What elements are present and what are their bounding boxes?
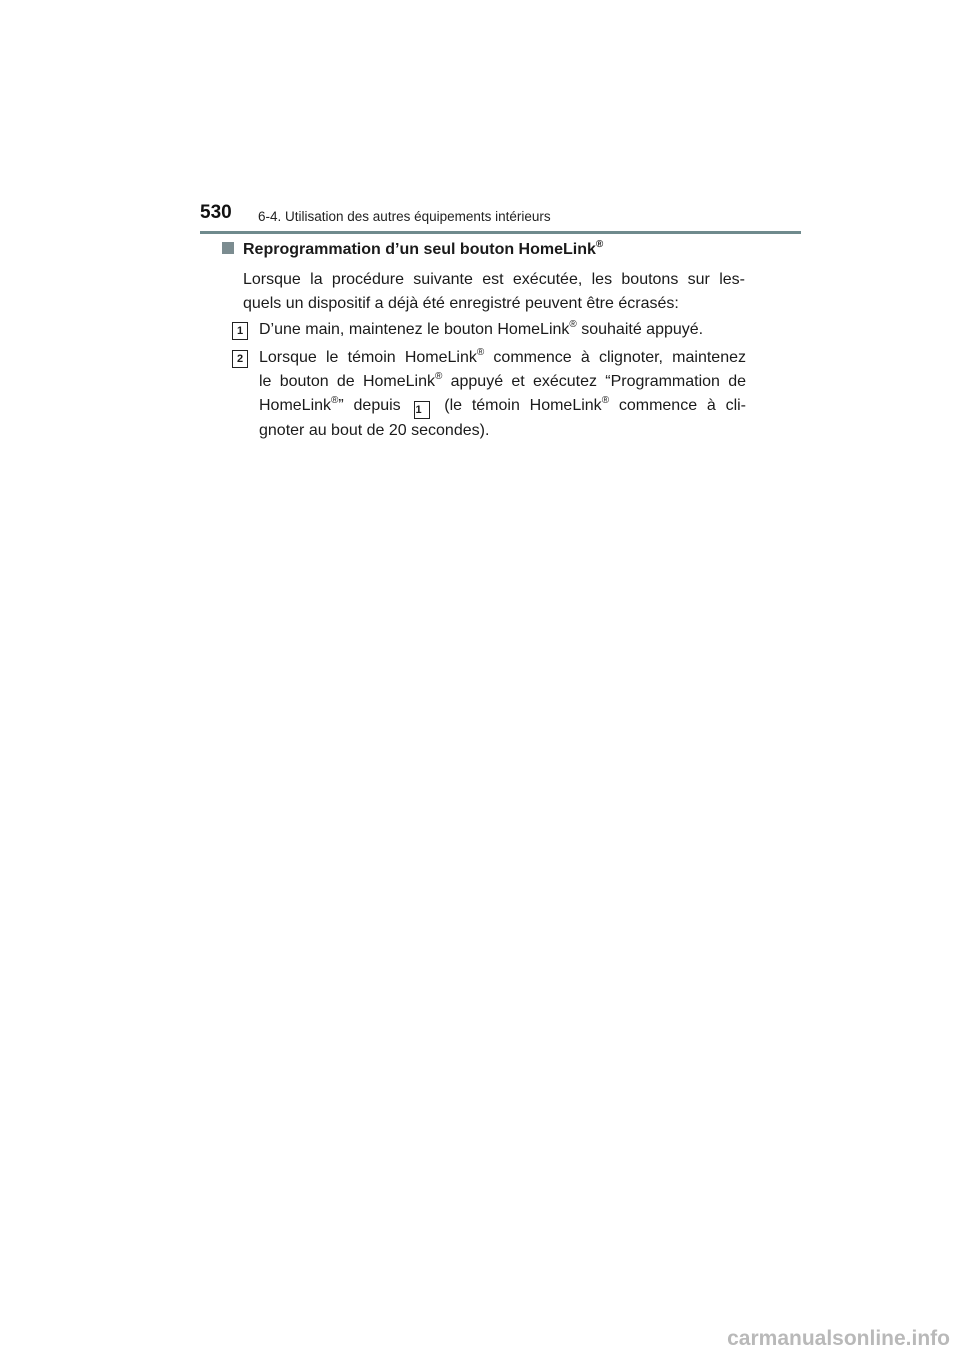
registered-mark: ® — [601, 395, 610, 406]
step-text — [259, 346, 746, 443]
step-number-badge: 1 — [232, 322, 248, 340]
step-1-text-a: D’une main, maintenez le bouton HomeLink — [259, 321, 570, 338]
watermark: carmanualsonline.info — [727, 1327, 950, 1350]
subsection-heading — [222, 241, 603, 259]
step-2-text-c: le bouton de HomeLink — [259, 373, 435, 390]
step-2-text-g: (le témoin HomeLink — [444, 397, 602, 414]
registered-mark: ® — [331, 395, 339, 406]
step-1 — [232, 318, 746, 342]
step-2 — [232, 346, 746, 443]
step-number-badge: 2 — [232, 350, 248, 368]
step-2-line-4: gnoter au bout de 20 secondes). — [259, 422, 490, 439]
step-2-text-f: ” depuis — [338, 397, 401, 414]
square-bullet-icon — [222, 242, 234, 254]
intro-paragraph — [243, 268, 745, 316]
step-reference-badge: 1 — [414, 401, 430, 419]
step-2-line-3 — [259, 394, 746, 419]
step-text — [259, 318, 746, 342]
heading-text: Reprogrammation d’un seul bouton HomeLink — [243, 241, 596, 258]
registered-mark: ® — [595, 239, 604, 250]
registered-mark: ® — [434, 371, 443, 382]
step-2-text-h: commence à cli- — [609, 397, 747, 414]
header-rule — [200, 231, 801, 234]
section-title: 6-4. Utilisation des autres équipements intérieurs — [258, 209, 551, 224]
step-2-text-d: appuyé et exécutez “Programmation de — [442, 373, 746, 390]
step-2-text-b: commence à clignoter, maintenez — [484, 349, 746, 366]
step-2-line-1 — [259, 346, 746, 370]
intro-line-2: quels un dispositif a déjà été enregistré peuvent être écrasés: — [243, 295, 679, 312]
page-number: 530 — [200, 202, 232, 223]
intro-line-1: Lorsque la procédure suivante est exécutée, les boutons sur les- — [243, 271, 745, 288]
step-2-line-2 — [259, 370, 746, 394]
registered-mark: ® — [476, 347, 485, 358]
step-2-text-e: HomeLink — [259, 397, 332, 414]
step-1-text-b: souhaité appuyé. — [576, 321, 704, 338]
registered-mark: ® — [569, 319, 577, 330]
step-2-text-a: Lorsque le témoin HomeLink — [259, 349, 477, 366]
